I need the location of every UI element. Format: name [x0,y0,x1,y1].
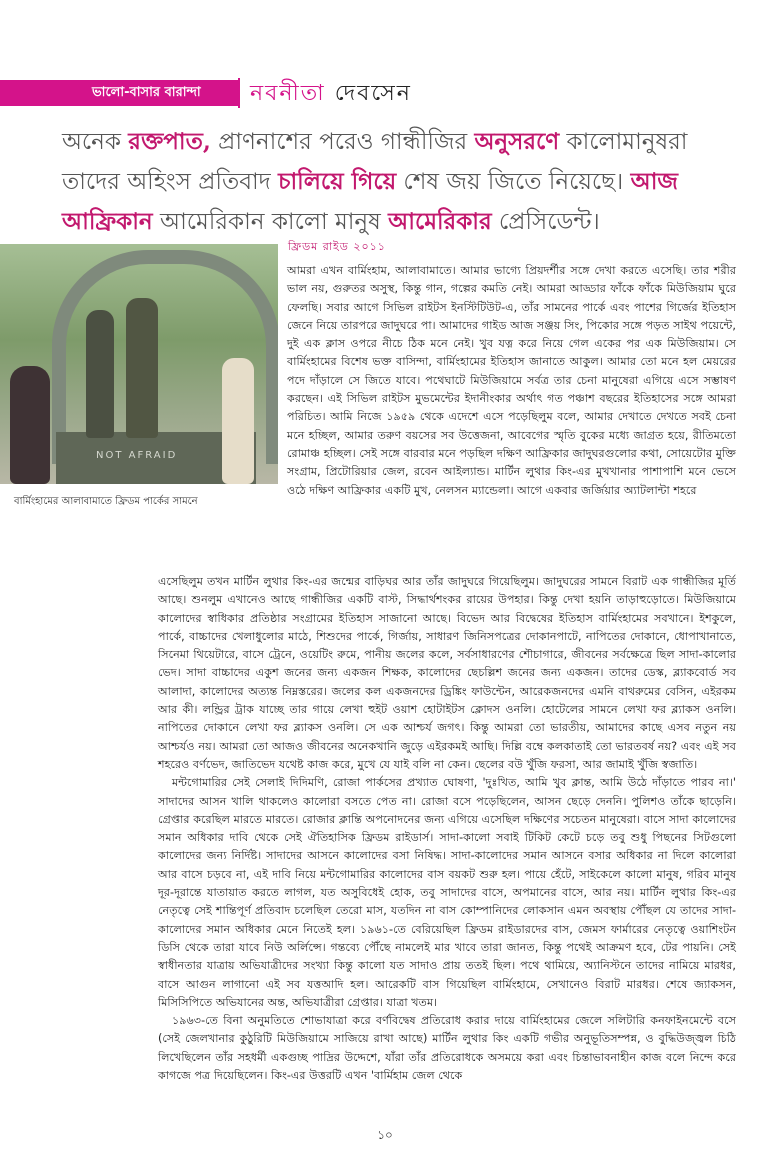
photo-person [10,366,50,484]
pull-quote-text: প্রেসিডেন্ট। [491,209,600,235]
pull-quote-highlight: চালিয়ে গিয়ে [278,168,397,195]
section-title: ফ্রিডম রাইড ২০১১ [288,240,386,253]
pull-quote-text: আমেরিকান কালো মানুষ [152,209,389,235]
pull-quote-highlight: রক্তপাত, [128,128,211,155]
pull-quote-text: শেষ জয় জিতে নিয়েছে। [396,169,631,195]
pull-quote-highlight: আজ আফ্রিকান [62,168,678,235]
article-body-wide [158,573,736,1085]
pull-quote-text: অনেক [62,129,129,155]
header-divider [238,78,240,108]
pull-quote-text: কালোমানুষরা তাদের অহিংস প্রতিবাদ [62,129,688,195]
photo-statue-figure [86,310,114,438]
pull-quote-text: প্রাণনাশের পরেও গান্ধীজির [210,129,475,155]
pull-quote-highlight: অনুসরণে [474,128,560,155]
pull-quote [62,122,732,242]
column-label: ভালো-বাসার বারান্দা [92,85,201,100]
body-paragraph: ১৯৬৩-তে বিনা অনুমতিতে শোভাযাত্রা করে বর্ণবিদ্বেষ প্রতিরোধ করার দায়ে বার্মিংহামের জেলে সলিটারি কনফাইনমেন্টে বসে (সেই জেলখানার কুঠুরিটি মিউজিয়ামে সাজিয়ে রাখা আছে) মার্টিন লুথার কিং একটি গভীর অনুভূতিসম্পন্ন, ও বুদ্ধিউজ্জ্বল চিঠি লিখেছিলেন তাঁর সহধর্মী একগুচ্ছ পাদ্রির উদ্দেশে, যাঁরা তাঁর প্রতিরোধকে অসময়ে করা এবং চিন্তাভাবনাহীন কাজ বলে নিন্দে করে কাগজে পত্র দিয়েছিলেন। কিং-এর উত্তরটি এখন 'বার্মিহাম জেল থেকে [158,1014,736,1083]
body-paragraph: মন্টগোমারির সেই সেলাই দিদিমণি, রোজা পার্কসের প্রখ্যাত ঘোষণা, 'দুঃখিত, আমি খুব ক্লান্ত, আমি উঠে দাঁড়াতে পারব না।' সাদাদের আসন খালি থাকলেও কালোরা বসতে পেত না। রোজা বসে পড়েছিলেন, আসন ছেড়ে দেননি। পুলিশও তাঁকে ছাড়েনি। গ্রেপ্তার করেছিল মারতে মারতে। রোজার ক্লান্তি অপনোদনের জন্য এগিয়ে এসেছিল দক্ষিণের সচেতন মানুষেরা। বাসে সাদা কালোদের সমান অধিকার দাবি থেকে সেই ঐতিহাসিক ফ্রিডম রাইডার্স। সাদা-কালো সবাই টিকিট কেটে চড়ে তবু শুধু পিছনের সিটগুলো কালোদের জন্য নির্দিষ্ট। সাদাদের আসনে কালোদের বসা নিষিদ্ধ। সাদা-কালোদের সমান আসনে বসার অধিকার না দিলে কালোরা আর বাসে চড়বে না, এই দাবি নিয়ে মন্টগোমারির কালোদের বাস বয়কট শুরু হল। পায়ে হেঁটে, সাইকেলে কালো মানুষ, গরিব মানুষ দূর-দূরান্তে যাতায়াত করতে লাগল, যত অসুবিধেই হোক, তবু সাদাদের বাসে, অপমানের বাসে, আর নয়। মার্টিন লুথার কিং-এর নেতৃত্বে সেই শান্তিপূর্ণ প্রতিবাদ চলেছিল তেরো মাস, যতদিন না বাস কোম্পানিদের লোকসান এমন অবস্থায় পৌঁছল যে তাদের সাদা-কালোদের সমান অধিকার মেনে নিতেই হল। ১৯৬১-তে বেরিয়েছিল ফ্রিডম রাইডারদের বাস, জেমস ফার্মারের নেতৃত্বে ওয়াশিংটন ডিসি থেকে তারা যাবে নিউ অর্লিন্সে। গন্তব্যে পৌঁছে নামলেই মার খাবে তারা জানত, কিন্তু পথেই আক্রমণ হবে, টের পায়নি। সেই স্বাধীনতার যাত্রায় অভিযাত্রীদের সংখ্যা কিন্তু কালো যত সাদাও প্রায় ততই ছিল। পথে থামিয়ে, অ্যানিস্টনে তাদের নামিয়ে মারধর, বাসে আগুন লাগানো এই সব যত্তআদি হল। আরেকটি বাস গিয়েছিল বার্মিংহামে, সেখানেও বিরাট মারধর। শেষে জ্যাকসন, মিসিসিপিতে অভিযানের অন্ত, অভিযাত্রীরা গ্রেপ্তার। যাত্রা খতম। [158,776,736,1009]
photo-statue-figure [126,298,158,438]
photo-person [222,358,254,484]
column-header-bar-tail [230,80,238,106]
article-photo [0,244,278,484]
author-name [250,76,412,113]
pull-quote-highlight: আমেরিকার [388,208,492,235]
article-body-narrow [287,262,736,500]
page-number: ১০ [377,1128,393,1142]
body-paragraph: এসেছিলুম তখন মার্টিন লুথার কিং-এর জন্মের বাড়িঘর আর তাঁর জাদুঘরে গিয়েছিলুম। জাদুঘরের সামনে বিরাট এক গান্ধীজির মূর্তি আছে। শুনলুম এখানেও আছে গান্ধীজির একটি বাস্ট, সিদ্ধার্থশংকর রায়ের উপহার। কিন্তু দেখা হয়নি তাড়াহুড়োতে। মিউজিয়ামে কালোদের স্বাধিকার প্রতিষ্ঠার সংগ্রামের ইতিহাস সাজানো আছে। বিভেদ আর বিদ্বেষের ইতিহাস বার্মিংহামের সবখানে। ইশকুলে, পার্কে, বাচ্চাদের খেলাধুলোর মাঠে, শিশুদের পার্কে, গির্জায়, সাধারণ জিনিসপত্রের দোকানপাটে, নাপিতের দোকানে, ধোপাখানাতে, সিনেমা থিয়েটারে, বাসে ট্রেনে, ওয়েটিং রুমে, পানীয় জলের কলে, সর্বসাধারণের শৌচাগারে, জীবনের সর্বক্ষেত্রে ছিল সাদা-কালোর ভেদ। সাদা বাচ্চাদের একুশ জনের জন্য একজন শিক্ষক, কালোদের ছেচল্লিশ জনের জন্য একজন। তাদের ডেস্ক, ব্ল্যাকবোর্ড সব আলাদা, কালোদের অত্যন্ত নিম্নস্তরের। জলের কল একজনদের ড্রিঙ্কিং ফাউন্টেন, আরেকজনদের এমনি বাথরুমের বেসিন, এইরকম আর কী। লন্ড্রির ট্রাক যাচ্ছে তার গায়ে লেখা হুইট ওয়াশ হোটাইটস ক্লোদস ওনলি। হোটেলের সামনে লেখা ফর ব্ল্যাকস ওনলি। নাপিতের দোকানে লেখা ফর ব্ল্যাকস ওনলি। সে এক আশ্চর্য জগৎ। কিন্তু আমরা তো ভারতীয়, আমাদের কাছে এসব নতুন নয় আশ্চর্যও নয়। আমরা তো আজও জীবনের অনেকখানি জুড়ে এইরকমই আছি। দিল্লি বম্বে কলকাতাই তো ভারতবর্ষ নয়? এবং এই সব শহরেও বর্ণভেদ, জাতিভেদ যথেষ্ট কাজ করে, মুখে যে যাই বলি না কেন। ছেলের বউ খুঁজি ফরসা, আর জামাই খুঁজি স্বজাতি। [158,575,736,771]
author-last-name: দেবসেন [334,81,412,106]
author-first-name: নবনীতা [250,81,326,106]
photo-plaque-text: NOT AFRAID [96,450,178,461]
photo-caption: বার্মিংহামের আলাবামাতে ফ্রিডম পার্কের সামনে [14,496,198,507]
body-paragraph: আমরা এখন বার্মিংহাম, আলাবামাতে। আমার ভাগ্যে প্রিয়দর্শীর সঙ্গে দেখা করতে এসেছি। তার শরীর ভাল নয়, গুরুতর অসুস্থ, কিন্তু গান, গল্পের কমতি নেই। আমরা আড্ডার ফাঁকে ফাঁকে মিউজিয়াম ঘুরে ফেলছি। সবার আগে সিভিল রাইটস ইনস্টিটিউট-এ, তাঁর সামনের পার্কে এবং পাশের গির্জের ইতিহাস জেনে নিয়ে তারপরে জাদুঘরে পা। আমাদের গাইড আজ সঞ্জয় সিং, পিকোর সঙ্গে পড়ত সাইথ পয়েন্টে, দুই এক ক্লাস ওপরে নীচে ঠিক মনে নেই। খুব যত্ন করে নিয়ে গেল একের পর এক মিউজিয়াম। সে বার্মিংহামের বিশেষ ভক্ত বাসিন্দা, বার্মিংহামের ইতিহাস জানাতে আকুল। আমার তো মনে হল মেয়রের পদে দাঁড়ালে সে জিতে যাবে। পথেঘাটে মিউজিয়ামে সর্বত্র তার চেনা মানুষেরা এগিয়ে এসে সম্ভাষণ করছেন। এই সিভিল রাইটস মুভমেন্টের ইদানীংকার অর্থাৎ গত পঞ্চাশ বছরের ইতিহাসের সঙ্গে আমরা পরিচিত। আমি নিজে ১৯৫৯ থেকে এদেশে এসে পড়েছিলুম বলে, আমার দেখাতে দেখতে সবই চেনা মনে হচ্ছিল, আমার তরুণ বয়সের সব উত্তেজনা, আবেগের স্মৃতি বুকের মধ্যে জাগ্রত হয়ে, রীতিমতো রোমাঞ্চ হচ্ছিল। সেই সঙ্গে বারবার মনে পড়ছিল দক্ষিণ আফ্রিকার জাদুঘরগুলোর কথা, সোয়েটোর মুক্তি সংগ্রাম, প্রিটোরিয়ার জেল, রবেন আইল্যান্ড। মার্টিন লুথার কিং-এর মুখখানার পাশাপাশি মনে ভেসে ওঠে দক্ষিণ আফ্রিকার একটি মুখ, নেলসন ম্যান্ডেলা। আগে একবার জর্জিয়ার অ্যাটলান্টা শহরে [287,264,736,497]
